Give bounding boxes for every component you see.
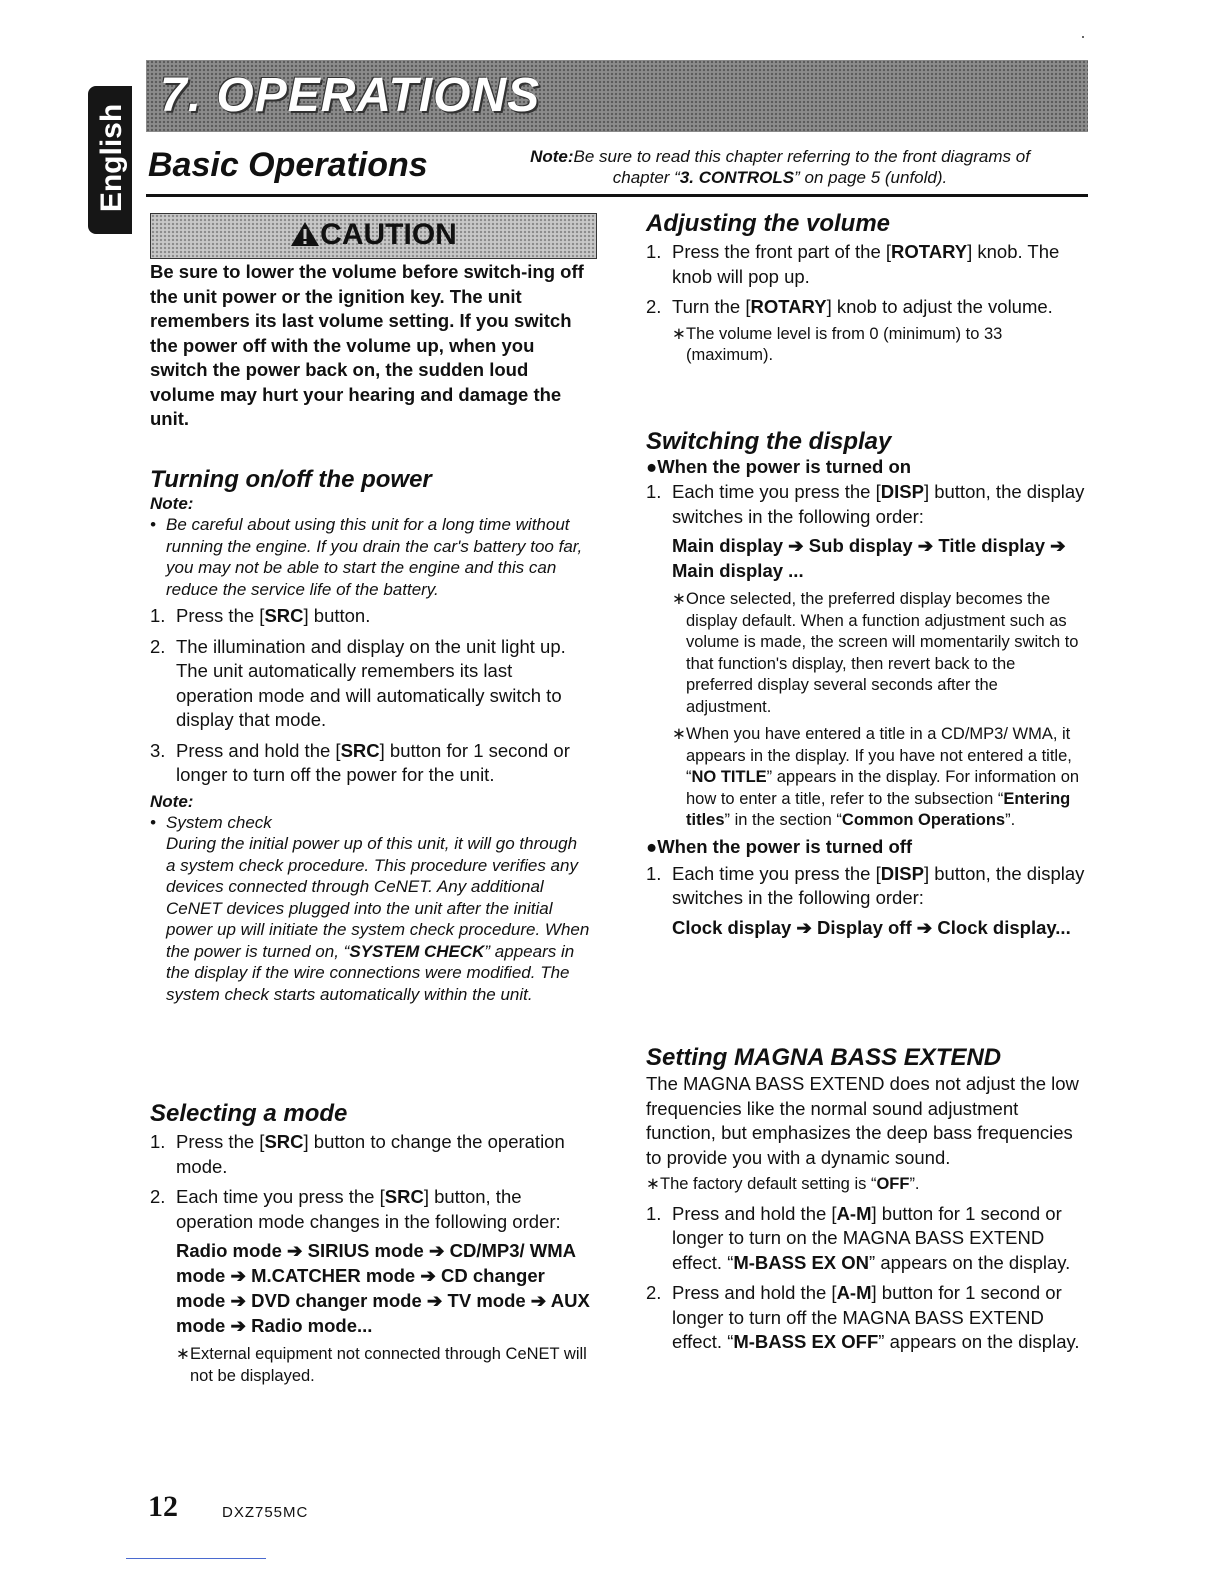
step-text: ] knob. The knob will pop up. (672, 241, 1060, 287)
turning-note-text: Be careful about using this unit for a long time without running the engine. If you drain the car's battery too far, you may not be able to start the engine and this can reduce the service life of the battery. (166, 515, 583, 599)
disp-key: DISP (880, 481, 924, 502)
selecting-section (150, 1100, 590, 1387)
top-note-controls-ref: 3. CONTROLS (679, 168, 795, 187)
footnote-text: External equipment not connected through CeNET will not be displayed. (190, 1345, 587, 1385)
mbass-off-term: M-BASS EX OFF (733, 1331, 879, 1352)
asterisk-icon: ∗ (672, 725, 686, 743)
step-text: ] button for 1 second or longer to turn off the MAGNA BASS EXTEND effect. “ (672, 1282, 1062, 1352)
turning-note-label: Note: (150, 494, 194, 513)
turning-step-3 (150, 739, 590, 788)
system-check-text-b: ” appears in the display if the wire connections were modified. The system check starts automatically within the unit. (166, 941, 575, 1004)
selecting-step-1 (150, 1130, 590, 1179)
step-text: ] button, the operation mode changes in the following order: (176, 1186, 561, 1232)
step-number: 3. (150, 739, 166, 761)
step-number: 2. (646, 1282, 662, 1303)
disp-key: DISP (880, 862, 924, 884)
display-off-sequence: Clock display ➔ Display off ➔ Clock display... (672, 916, 1071, 938)
turning-section (150, 466, 590, 1005)
display-on-note-1 (646, 589, 1086, 718)
system-note-label: Note: (150, 791, 194, 811)
page-number: 12 (148, 1490, 178, 1523)
step-text: Press and hold the [ (672, 1202, 837, 1224)
system-check-title (150, 812, 590, 834)
magna-step-2 (646, 1281, 1086, 1355)
display-on-sequence: Main display ➔ Sub display ➔ Title display ➔ Main display ... (672, 535, 1066, 581)
magna-section (646, 1044, 1086, 1355)
step-text: Each time you press the [ (672, 862, 881, 884)
display-off-heading: ●When the power is turned off (646, 835, 913, 857)
top-note-label: Note: (530, 147, 574, 166)
system-check-text-a: During the initial power up of this unit, it will go through a system check procedure. This procedure verifies any devices connected through CeNET. Any additional CeNET devices plugged into the unit after the initial power up will initiate the system check procedure. When the power is turned on, “ (166, 834, 590, 961)
step-text: ] button to change the operation mode. (176, 1131, 565, 1177)
am-key: A-M (836, 1202, 872, 1224)
am-key: A-M (836, 1282, 872, 1303)
selecting-footnote (150, 1344, 590, 1387)
step-number: 1. (646, 481, 662, 502)
entering-titles-ref: Entering titles (686, 789, 1071, 829)
turning-note (150, 514, 590, 600)
step-number: 2. (150, 635, 166, 657)
display-on-step-1 (646, 480, 1086, 529)
asterisk-icon: ∗ (646, 1175, 660, 1193)
mbass-on-term: M-BASS EX ON (733, 1251, 870, 1273)
turning-step-2 (150, 635, 590, 733)
common-operations-ref: Common Operations (841, 811, 1006, 829)
step-number: 1. (646, 1202, 662, 1224)
step-number: 1. (646, 241, 662, 262)
top-note-line2-prefix: chapter “ (612, 168, 680, 187)
bullet-icon: • (150, 812, 156, 832)
display-on-note-2 (646, 724, 1086, 832)
volume-step-2 (646, 295, 1086, 320)
step-text: Turn the [ (672, 296, 751, 317)
mode-sequence: Radio mode ➔ SIRIUS mode ➔ CD/MP3/ WMA mode ➔ M.CATCHER mode ➔ CD changer mode ➔ DVD changer mode ➔ TV mode ➔ AUX mode ➔ Radio mode... (176, 1240, 590, 1336)
no-title-term: NO TITLE (691, 768, 767, 786)
caution-heading (151, 218, 596, 252)
language-tab (88, 86, 132, 234)
off-value: OFF (876, 1175, 910, 1193)
caution-label: CAUTION (320, 218, 457, 251)
step-text: Press the front part of the [ (672, 241, 892, 262)
step-text: Press and hold the [ (176, 739, 341, 761)
src-key: SRC (340, 739, 380, 761)
footnote-text: The factory default setting is “ (660, 1175, 877, 1193)
asterisk-icon: ∗ (176, 1345, 190, 1363)
header-rule (146, 194, 1088, 197)
turning-step-1 (150, 604, 590, 629)
step-text: Press the [ (176, 1131, 265, 1152)
display-on-heading: ●When the power is turned on (646, 456, 912, 477)
footnote-text: Once selected, the preferred display becomes the display default. When a function adjustment such as volume is made, the screen will momentarily switch to that function's display, then revert back to the preferred display several seconds after the adjustment. (686, 590, 1079, 716)
step-number: 2. (646, 296, 662, 317)
step-text: ] button, the display switches in the following order: (672, 862, 1085, 908)
step-number: 1. (150, 1131, 166, 1152)
section-title: Basic Operations (148, 146, 428, 184)
caution-text: Be sure to lower the volume before switch-ing off the unit power or the ignition key. The unit remembers its last volume setting. If you switch the power off with the volume up, when you switch the power back on, the sudden loud volume may hurt your hearing and damage the unit. (150, 261, 584, 429)
asterisk-icon: ∗ (672, 324, 686, 343)
display-off-heading-text: When the power is turned off (657, 835, 913, 857)
footnote-text: ”. (909, 1175, 920, 1193)
bullet-icon: • (150, 515, 156, 534)
top-note (470, 146, 1090, 188)
asterisk-icon: ∗ (672, 590, 686, 608)
top-note-line1: Be sure to read this chapter referring to the front diagrams of (573, 147, 1030, 166)
step-text: ” appears on the display. (869, 1251, 1071, 1273)
magna-heading: Setting MAGNA BASS EXTEND (646, 1044, 1002, 1071)
step-number: 2. (150, 1186, 166, 1207)
step-text: ] button, the display switches in the following order: (672, 481, 1085, 527)
magna-intro: The MAGNA BASS EXTEND does not adjust the low frequencies like the normal sound adjustment function, but emphasizes the deep bass frequencies to provide you with a dynamic sound. (646, 1073, 1079, 1168)
step-text: ] button for 1 second or longer to turn on the MAGNA BASS EXTEND effect. “ (672, 1202, 1062, 1273)
chapter-title: 7. OPERATIONS (160, 69, 541, 122)
footnote-text: ” in the section “ (724, 811, 842, 829)
selecting-step-2 (150, 1185, 590, 1234)
scan-speck (1082, 36, 1084, 38)
footnote-text: When you have entered a title in a CD/MP3/ WMA, it appears in the display. If you have not entered a title, “ (686, 725, 1072, 786)
volume-section (646, 210, 1086, 367)
top-note-line2-suffix: ” on page 5 (unfold). (794, 168, 948, 187)
display-on-heading-text: When the power is turned on (657, 456, 912, 477)
step-text: ] knob to adjust the volume. (826, 296, 1053, 317)
system-check-term: SYSTEM CHECK (349, 941, 485, 961)
magna-default (646, 1174, 1086, 1196)
display-heading: Switching the display (646, 428, 892, 455)
system-check-title-text: System check (166, 812, 272, 832)
step-text: ] button. (303, 605, 371, 626)
src-key: SRC (264, 1131, 304, 1152)
footnote-text: The volume level is from 0 (minimum) to 33 (maximum). (686, 324, 1003, 364)
step-text: ] button for 1 second or longer to turn off the power for the unit. (176, 739, 570, 785)
step-text: Press the [ (176, 605, 265, 626)
rotary-key: ROTARY (750, 296, 827, 317)
display-off-step-1 (646, 862, 1086, 911)
caution-box (150, 213, 597, 259)
step-text: ” appears on the display. (878, 1331, 1080, 1352)
footnote-text: ”. (1005, 811, 1016, 829)
src-key: SRC (384, 1186, 424, 1207)
volume-heading: Adjusting the volume (646, 210, 891, 237)
language-tab-label: English (95, 103, 128, 213)
volume-footnote (646, 324, 1086, 367)
warning-triangle-icon (290, 221, 320, 247)
footnote-text: ” appears in the display. For information on how to enter a title, refer to the subsection “ (686, 768, 1080, 808)
src-key: SRC (264, 605, 304, 626)
rotary-key: ROTARY (891, 241, 968, 262)
step-number: 1. (646, 862, 662, 884)
display-section (646, 428, 1086, 940)
model-number: DXZ755MC (222, 1504, 309, 1521)
step-number: 1. (150, 605, 166, 626)
step-text: The illumination and display on the unit light up. The unit automatically remembers its last operation mode and will automatically switch to display that mode. (176, 635, 566, 730)
system-check-text (150, 833, 590, 1005)
step-text: Each time you press the [ (672, 481, 881, 502)
magna-step-1 (646, 1202, 1086, 1276)
step-text: Each time you press the [ (176, 1186, 385, 1207)
bottom-line (126, 1558, 266, 1559)
turning-heading: Turning on/off the power (150, 466, 432, 493)
volume-step-1 (646, 240, 1086, 289)
step-text: Press and hold the [ (672, 1282, 837, 1303)
selecting-heading: Selecting a mode (150, 1100, 348, 1127)
